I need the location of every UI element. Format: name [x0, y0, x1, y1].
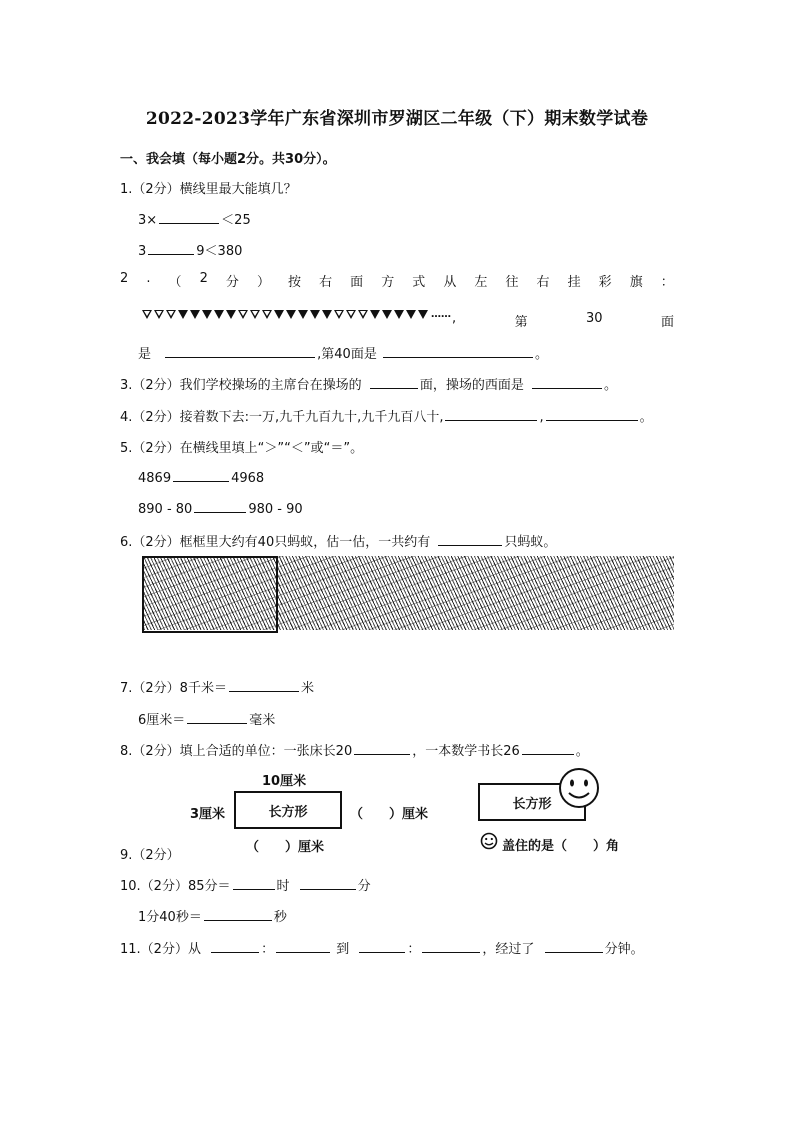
answer-blank[interactable]: [359, 940, 405, 953]
question-11: [120, 938, 644, 957]
text: 时: [276, 879, 290, 894]
text: 10.（2分）85分＝: [120, 879, 231, 894]
char: 2: [120, 271, 129, 286]
black-flag-icon: [190, 310, 200, 319]
text: 8.（2分）填上合适的单位：一张床长20: [120, 744, 353, 759]
flag-sequence: [142, 309, 451, 320]
white-flag-icon: [166, 310, 176, 319]
black-flag-icon: [394, 310, 404, 319]
text: 4869: [138, 471, 172, 486]
text: ＜25: [221, 213, 251, 228]
text: 是: [138, 347, 152, 362]
text: 。: [603, 378, 617, 393]
rectangle-shape: [234, 791, 342, 829]
question-3: [120, 374, 617, 393]
char: 2: [199, 271, 208, 286]
rect-top-label: 10厘米: [262, 774, 307, 789]
text: ，一本数学书长26: [412, 744, 520, 759]
black-flag-icon: [370, 310, 380, 319]
text: 。: [639, 410, 653, 425]
answer-blank[interactable]: [233, 877, 275, 890]
text: 分: [357, 879, 371, 894]
char: 面: [350, 275, 364, 290]
text: 1分40秒＝: [138, 910, 202, 925]
char: 右: [536, 275, 550, 290]
black-flag-icon: [214, 310, 224, 319]
text: 11.（2分）从: [120, 942, 201, 957]
char: 第: [514, 315, 528, 330]
answer-blank[interactable]: [204, 908, 272, 921]
text: ，经过了: [482, 942, 535, 957]
section-heading: 一、我会填（每小题2分。共30分）。: [120, 152, 336, 167]
page-title: 2022-2023学年广东省深圳市罗湖区二年级（下）期末数学试卷: [145, 109, 649, 129]
question-4: [120, 406, 653, 425]
white-flag-icon: [154, 310, 164, 319]
question-1-text: 1.（2分）横线里最大能填几？: [120, 182, 297, 197]
answer-blank[interactable]: [546, 408, 638, 421]
answer-blank[interactable]: [148, 242, 194, 255]
char: ）: [256, 275, 270, 290]
text: 3.（2分）我们学校操场的主席台在操场的: [120, 378, 362, 393]
black-flag-icon: [178, 310, 188, 319]
black-flag-icon: [202, 310, 212, 319]
text: ,: [539, 410, 544, 425]
answer-blank[interactable]: [165, 345, 315, 358]
text: 。: [575, 744, 589, 759]
text: 只蚂蚁。: [504, 535, 557, 550]
ellipsis: ……: [431, 309, 451, 320]
text: 3: [138, 244, 147, 259]
answer-blank[interactable]: [532, 376, 602, 389]
text: 6厘米＝: [138, 713, 186, 728]
text: ：: [261, 942, 275, 957]
text: 毫米: [249, 713, 276, 728]
text: ：: [407, 942, 421, 957]
text: 米: [300, 681, 314, 696]
white-flag-icon: [346, 310, 356, 319]
char: 式: [412, 275, 426, 290]
answer-blank[interactable]: [187, 711, 247, 724]
text: 。: [534, 347, 548, 362]
text: 4968: [231, 471, 265, 486]
question-5-line-1: [138, 469, 264, 486]
char: ,: [452, 311, 457, 326]
text: 秒: [273, 910, 287, 925]
rect-label: 长方形: [512, 796, 552, 812]
answer-blank[interactable]: [422, 940, 480, 953]
question-7-line-2: [138, 709, 275, 728]
char: 分: [225, 275, 239, 290]
question-5-line-2: [138, 500, 303, 517]
char: 30: [586, 311, 603, 326]
question-5-text: 5.（2分）在横线里填上“＞”“＜”或“＝”。: [120, 441, 364, 456]
char: 方: [381, 275, 395, 290]
text: 3×: [138, 213, 158, 228]
answer-blank[interactable]: [211, 940, 259, 953]
text: 6.（2分）框框里大约有40只蚂蚁，估一估，一共约有: [120, 535, 431, 550]
char: ：: [660, 275, 674, 290]
white-flag-icon: [334, 310, 344, 319]
question-2-tail: [452, 311, 674, 330]
white-flag-icon: [250, 310, 260, 319]
question-6: [120, 531, 556, 550]
question-10-line-2: [138, 906, 287, 925]
answer-blank[interactable]: [300, 877, 356, 890]
black-flag-icon: [226, 310, 236, 319]
answer-blank[interactable]: [445, 408, 537, 421]
covered-caption: 盖住的是（ ）角: [502, 839, 620, 854]
text: 4.（2分）接着数下去:一万,九千九百九十,九千九百八十,: [120, 410, 444, 425]
answer-blank[interactable]: [229, 679, 299, 692]
answer-blank[interactable]: [522, 742, 574, 755]
sample-frame: [142, 556, 278, 633]
answer-blank[interactable]: [159, 211, 219, 224]
rect-label: 长方形: [268, 804, 308, 820]
char: 旗: [629, 275, 643, 290]
black-flag-icon: [382, 310, 392, 319]
char: 挂: [567, 275, 581, 290]
question-8: [120, 740, 589, 759]
text: ,第40面是: [317, 347, 377, 362]
answer-blank[interactable]: [545, 940, 603, 953]
answer-blank[interactable]: [173, 469, 229, 482]
question-9: 9.（2分）: [120, 848, 180, 863]
char: 按: [288, 275, 302, 290]
char: 往: [505, 275, 519, 290]
text: 到: [336, 942, 350, 957]
white-flag-icon: [262, 310, 272, 319]
black-flag-icon: [322, 310, 332, 319]
answer-blank[interactable]: [383, 345, 533, 358]
rect-bottom-label: （ ）厘米: [246, 840, 325, 855]
question-1-line-1: [138, 209, 251, 228]
question-2-text: [120, 271, 674, 290]
answer-blank[interactable]: [354, 742, 410, 755]
answer-blank[interactable]: [438, 533, 502, 546]
text: 面，操场的西面是: [419, 378, 524, 393]
question-1-line-2: [138, 240, 242, 259]
black-flag-icon: [310, 310, 320, 319]
white-flag-icon: [358, 310, 368, 319]
char: 右: [319, 275, 333, 290]
question-10: [120, 875, 371, 894]
question-2-line-2: [138, 343, 548, 362]
black-flag-icon: [274, 310, 284, 319]
question-7: [120, 677, 314, 696]
black-flag-icon: [286, 310, 296, 319]
smiley-face-icon: [558, 767, 600, 809]
rect-right-label: （ ）厘米: [350, 807, 429, 822]
char: 从: [443, 275, 457, 290]
answer-blank[interactable]: [194, 500, 246, 513]
black-flag-icon: [418, 310, 428, 319]
text: 980 - 90: [248, 502, 303, 517]
char: 左: [474, 275, 488, 290]
char: .: [146, 271, 151, 286]
answer-blank[interactable]: [276, 940, 330, 953]
text: 890 - 80: [138, 502, 193, 517]
text: 分钟。: [604, 942, 644, 957]
answer-blank[interactable]: [370, 376, 418, 389]
black-flag-icon: [298, 310, 308, 319]
text: 9＜380: [196, 244, 243, 259]
small-smiley-icon: [480, 832, 498, 850]
text: 7.（2分）8千米＝: [120, 681, 227, 696]
white-flag-icon: [238, 310, 248, 319]
rect-left-label: 3厘米: [190, 807, 226, 822]
char: 面: [660, 315, 674, 330]
char: （: [168, 275, 182, 290]
black-flag-icon: [406, 310, 416, 319]
white-flag-icon: [142, 310, 152, 319]
char: 彩: [598, 275, 612, 290]
